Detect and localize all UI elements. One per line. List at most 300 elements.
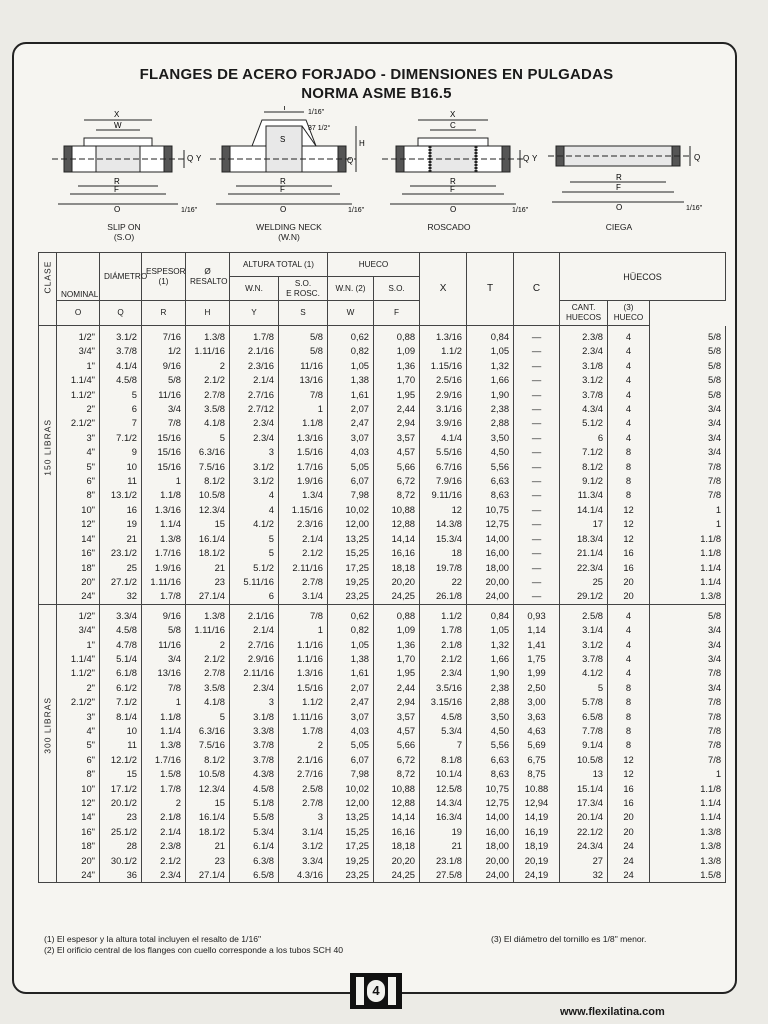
table-cell: 1.1/4 xyxy=(142,517,186,531)
table-cell: 1,95 xyxy=(374,666,420,680)
header-so-erosc: S.O. E ROSC. xyxy=(279,277,328,301)
footnote-3: (3) El diámetro del tornillo es 1/8" menor. xyxy=(491,934,647,944)
table-cell: 2.1/2 xyxy=(186,652,230,666)
table-cell: 18,00 xyxy=(467,561,514,575)
table-cell: 15.3/4 xyxy=(420,532,467,546)
table-cell: 2 xyxy=(142,796,186,810)
table-cell: 3/4 xyxy=(142,652,186,666)
table-cell: 10 xyxy=(100,460,142,474)
table-cell: 1,36 xyxy=(374,638,420,652)
header-cant-huecos: CANT. HUECOS xyxy=(560,301,608,326)
table-cell: 28 xyxy=(100,839,142,853)
table-cell: 16 xyxy=(608,561,650,575)
table-cell: 1.1/8 xyxy=(650,532,726,546)
table-row xyxy=(39,359,726,373)
table-cell: 4,50 xyxy=(467,445,514,459)
diagram-label-q: Q xyxy=(523,154,530,163)
table-cell: 32 xyxy=(100,589,142,604)
table-cell: 8 xyxy=(608,738,650,752)
table-row xyxy=(39,503,726,517)
diagram-label-q: Q xyxy=(347,156,354,165)
table-cell: 6,75 xyxy=(514,753,560,767)
table-cell: 18,00 xyxy=(467,839,514,853)
table-cell: 8.1/2 xyxy=(186,753,230,767)
table-cell: 10" xyxy=(57,782,100,796)
table-cell: 19,25 xyxy=(328,575,374,589)
table-cell: 7,98 xyxy=(328,488,374,502)
table-row xyxy=(39,344,726,358)
table-cell: 12,75 xyxy=(467,796,514,810)
table-cell: 7/8 xyxy=(650,695,726,709)
table-cell: 2.7/8 xyxy=(186,388,230,402)
table-cell: 18" xyxy=(57,839,100,853)
table-row xyxy=(39,474,726,488)
diagram-label-r: R xyxy=(114,177,120,186)
table-cell: 3.1/4 xyxy=(279,825,328,839)
table-row xyxy=(39,825,726,839)
table-cell: 1.3/16 xyxy=(279,431,328,445)
table-row xyxy=(39,666,726,680)
table-cell: 3.1/2 xyxy=(279,839,328,853)
header-letter-s: S xyxy=(279,301,328,326)
table-cell: 1/2" xyxy=(57,604,100,623)
table-cell: 1,90 xyxy=(467,666,514,680)
table-cell: 7 xyxy=(420,738,467,752)
table-cell: 23.1/2 xyxy=(100,546,142,560)
table-cell: 10,88 xyxy=(374,782,420,796)
page-frame xyxy=(12,42,737,994)
table-cell: 15,25 xyxy=(328,825,374,839)
table-cell: 4.1/4 xyxy=(420,431,467,445)
table-cell: 12" xyxy=(57,517,100,531)
table-cell: 4 xyxy=(608,652,650,666)
table-cell: 6" xyxy=(57,474,100,488)
diagram-label-angle: 37 1/2° xyxy=(308,125,331,132)
table-cell: 24" xyxy=(57,589,100,604)
table-cell: 9.11/16 xyxy=(420,488,467,502)
table-cell: 1.3/16 xyxy=(420,326,467,345)
table-cell: 25 xyxy=(100,561,142,575)
header-hueco-3: (3) HUECO xyxy=(608,301,650,326)
table-cell: 3.7/8 xyxy=(560,388,608,402)
table-cell: 1,75 xyxy=(514,652,560,666)
table-cell: 1,38 xyxy=(328,652,374,666)
table-cell: 5,05 xyxy=(328,738,374,752)
table-cell: 3/4" xyxy=(57,623,100,637)
diagram-caption-slip-on: SLIP ON (S.O) xyxy=(107,222,141,242)
table-cell: 6.7/16 xyxy=(420,460,467,474)
table-cell: 3/4 xyxy=(650,623,726,637)
table-cell: 2.1/16 xyxy=(230,344,279,358)
table-cell: 13/16 xyxy=(279,373,328,387)
table-cell: 0,88 xyxy=(374,604,420,623)
table-cell: 13 xyxy=(560,767,608,781)
table-cell: 27.1/4 xyxy=(186,868,230,883)
table-cell: 1,61 xyxy=(328,388,374,402)
table-cell: 24,25 xyxy=(374,868,420,883)
header-huecos: HÜECOS xyxy=(560,253,726,301)
table-cell: 1 xyxy=(142,695,186,709)
table-cell: 6,72 xyxy=(374,474,420,488)
diagram-label-h: H xyxy=(359,139,365,148)
table-cell: 1.1/4 xyxy=(142,724,186,738)
table-cell: 4 xyxy=(230,488,279,502)
table-row xyxy=(39,532,726,546)
table-cell: 2,38 xyxy=(467,681,514,695)
table-cell: 12 xyxy=(608,503,650,517)
table-cell: 1/2 xyxy=(142,344,186,358)
table-cell: 0,82 xyxy=(328,623,374,637)
table-cell: 3 xyxy=(279,810,328,824)
table-cell: 22.3/4 xyxy=(560,561,608,575)
table-cell: 7 xyxy=(100,416,142,430)
table-cell: 2.7/8 xyxy=(279,796,328,810)
table-cell: 6.1/4 xyxy=(230,839,279,853)
table-cell: 3.3/4 xyxy=(279,854,328,868)
table-cell: 6 xyxy=(230,589,279,604)
table-row xyxy=(39,695,726,709)
table-cell: 4.1/8 xyxy=(186,695,230,709)
table-cell: 3.1/2 xyxy=(100,326,142,345)
table-cell: — xyxy=(514,575,560,589)
table-cell: 20.1/4 xyxy=(560,810,608,824)
table-cell: 24.3/4 xyxy=(560,839,608,853)
table-cell: 24,00 xyxy=(467,589,514,604)
table-cell: 20 xyxy=(608,575,650,589)
table-cell: 11.3/4 xyxy=(560,488,608,502)
diagram-label-f: F xyxy=(114,185,119,194)
table-cell: 2.9/16 xyxy=(420,388,467,402)
table-cell: 12 xyxy=(608,767,650,781)
diagram-label-1-16-top: 1/16" xyxy=(308,109,325,116)
table-cell: 20,20 xyxy=(374,854,420,868)
header-letter-f: F xyxy=(374,301,420,326)
table-cell: 5.3/4 xyxy=(230,825,279,839)
table-cell: 1.7/16 xyxy=(279,460,328,474)
table-cell: 14,19 xyxy=(514,810,560,824)
table-cell: 12 xyxy=(608,753,650,767)
table-cell: 2.3/8 xyxy=(560,326,608,345)
table-cell: 6.3/8 xyxy=(230,854,279,868)
diagram-caption-roscado: ROSCADO xyxy=(427,222,471,232)
footer-url[interactable]: www.flexilatina.com xyxy=(560,1006,665,1018)
table-cell: 3,50 xyxy=(467,431,514,445)
table-cell: 18.3/4 xyxy=(560,532,608,546)
table-cell: 27.1/2 xyxy=(100,575,142,589)
table-cell: 17.1/2 xyxy=(100,782,142,796)
table-cell: 15/16 xyxy=(142,431,186,445)
table-cell: — xyxy=(514,488,560,502)
table-cell: 2" xyxy=(57,402,100,416)
table-cell: 1.3/16 xyxy=(279,666,328,680)
table-cell: 16" xyxy=(57,546,100,560)
table-cell: 5 xyxy=(230,546,279,560)
table-row xyxy=(39,575,726,589)
table-cell: 21 xyxy=(420,839,467,853)
diagram-label-q: Q xyxy=(694,153,701,162)
table-cell: 1 xyxy=(142,474,186,488)
table-cell: 16,00 xyxy=(467,546,514,560)
table-cell: 10" xyxy=(57,503,100,517)
table-cell: 1" xyxy=(57,638,100,652)
table-cell: 1.1/16 xyxy=(279,652,328,666)
table-cell: 16.3/4 xyxy=(420,810,467,824)
table-cell: 3.1/4 xyxy=(279,589,328,604)
table-cell: 4 xyxy=(608,604,650,623)
diagram-label-s: S xyxy=(280,135,286,144)
diagram-label-r: R xyxy=(450,177,456,186)
table-cell: 20,20 xyxy=(374,575,420,589)
page-number-badge xyxy=(350,973,402,1009)
table-cell: 6 xyxy=(100,402,142,416)
table-cell: — xyxy=(514,546,560,560)
table-cell: 8" xyxy=(57,767,100,781)
table-cell: 7.1/2 xyxy=(100,695,142,709)
table-cell: 7/8 xyxy=(650,738,726,752)
table-cell: 3/4 xyxy=(142,402,186,416)
table-cell: 1.5/8 xyxy=(650,868,726,883)
table-cell: 4 xyxy=(608,402,650,416)
table-row xyxy=(39,868,726,883)
header-clase: CLASE xyxy=(39,253,57,326)
table-cell: 5.1/2 xyxy=(560,416,608,430)
table-cell: 8 xyxy=(608,488,650,502)
table-cell: 4.5/8 xyxy=(230,782,279,796)
table-cell: 1.11/16 xyxy=(279,710,328,724)
table-cell: 2,38 xyxy=(467,402,514,416)
table-cell: 7/8 xyxy=(279,388,328,402)
class-group-label: 150 LIBRAS xyxy=(39,326,57,605)
table-cell: 1.1/2 xyxy=(420,604,467,623)
table-cell: 7,98 xyxy=(328,767,374,781)
diagram-label-1-16: 1/16" xyxy=(348,207,365,214)
table-cell: 3/4 xyxy=(650,431,726,445)
table-cell: 1.3/16 xyxy=(142,503,186,517)
table-cell: 6.5/8 xyxy=(230,868,279,883)
table-cell: 4,03 xyxy=(328,724,374,738)
table-cell: 2.3/4 xyxy=(230,416,279,430)
table-cell: 7/8 xyxy=(279,604,328,623)
table-row xyxy=(39,431,726,445)
table-cell: 10,75 xyxy=(467,503,514,517)
table-cell: 27.1/4 xyxy=(186,589,230,604)
page-title: FLANGES DE ACERO FORJADO - DIMENSIONES EN PULGADAS xyxy=(139,66,614,83)
table-cell: 14,00 xyxy=(467,532,514,546)
table-cell: 4 xyxy=(608,373,650,387)
table-cell: 1.1/8 xyxy=(142,710,186,724)
diagram-label-1-16: 1/16" xyxy=(181,207,198,214)
header-t: T xyxy=(467,253,514,326)
table-cell: 13,25 xyxy=(328,810,374,824)
table-cell: — xyxy=(514,561,560,575)
table-cell: 1,95 xyxy=(374,388,420,402)
header-letter-y: Y xyxy=(230,301,279,326)
table-cell: 4" xyxy=(57,445,100,459)
table-cell: 5.3/4 xyxy=(420,724,467,738)
table-cell: 2.1/2 xyxy=(186,373,230,387)
table-cell: 16,16 xyxy=(374,825,420,839)
table-cell: 19 xyxy=(420,825,467,839)
table-cell: 3,57 xyxy=(374,710,420,724)
table-cell: — xyxy=(514,431,560,445)
table-cell: 5.11/16 xyxy=(230,575,279,589)
table-cell: 7.1/2 xyxy=(560,445,608,459)
table-cell: 1.11/16 xyxy=(186,344,230,358)
table-cell: — xyxy=(514,474,560,488)
table-cell: 3,63 xyxy=(514,710,560,724)
table-cell: 2.5/8 xyxy=(560,604,608,623)
diagram-label-1-16: 1/16" xyxy=(686,205,703,212)
table-row xyxy=(39,604,726,623)
table-cell: 1.3/8 xyxy=(186,326,230,345)
table-cell: 3.3/8 xyxy=(230,724,279,738)
table-cell: 4 xyxy=(608,638,650,652)
table-cell: 8,63 xyxy=(467,488,514,502)
table-cell: 3,50 xyxy=(467,710,514,724)
table-cell: 23 xyxy=(186,575,230,589)
dimensions-table xyxy=(38,252,726,883)
class-group-label: 300 LIBRAS xyxy=(39,604,57,883)
table-cell: 6.3/16 xyxy=(186,724,230,738)
table-cell: 4 xyxy=(608,326,650,345)
table-cell: 3.5/8 xyxy=(186,402,230,416)
table-cell: 1.1/8 xyxy=(279,416,328,430)
table-cell: 1.3/8 xyxy=(186,604,230,623)
table-cell: 7.5/16 xyxy=(186,738,230,752)
table-cell: 2.3/4 xyxy=(230,681,279,695)
table-cell: 2.7/16 xyxy=(230,388,279,402)
table-cell: 24 xyxy=(608,854,650,868)
table-cell: 0,84 xyxy=(467,326,514,345)
table-cell: 24 xyxy=(608,868,650,883)
table-cell: 6.3/16 xyxy=(186,445,230,459)
table-cell: 9/16 xyxy=(142,604,186,623)
table-cell: 10,88 xyxy=(374,503,420,517)
table-cell: 6.1/8 xyxy=(100,666,142,680)
table-row xyxy=(39,373,726,387)
table-cell: 0,93 xyxy=(514,604,560,623)
table-cell: 2.1/4 xyxy=(142,825,186,839)
table-cell: 18.1/2 xyxy=(186,825,230,839)
table-cell: 2.1/2 xyxy=(420,652,467,666)
table-cell: 1.1/4 xyxy=(650,796,726,810)
table-cell: 20,19 xyxy=(514,854,560,868)
table-cell: 1,32 xyxy=(467,638,514,652)
footnote-1: (1) El espesor y la altura total incluyen el resalto de 1/16" xyxy=(44,934,262,944)
table-cell: 2.1/2" xyxy=(57,416,100,430)
table-cell: 3/4 xyxy=(650,681,726,695)
table-cell: 2,50 xyxy=(514,681,560,695)
table-cell: 10.1/4 xyxy=(420,767,467,781)
table-cell: 2.5/16 xyxy=(420,373,467,387)
table-cell: 7/8 xyxy=(650,474,726,488)
table-cell: 5.5/16 xyxy=(420,445,467,459)
header-x: X xyxy=(420,253,467,326)
table-cell: 5,05 xyxy=(328,460,374,474)
table-cell: 16,00 xyxy=(467,825,514,839)
table-cell: 5,66 xyxy=(374,460,420,474)
table-cell: 1.7/8 xyxy=(142,782,186,796)
table-cell: 1" xyxy=(57,359,100,373)
table-cell: 5/8 xyxy=(650,388,726,402)
table-cell: 14.3/4 xyxy=(420,796,467,810)
table-cell: 22 xyxy=(420,575,467,589)
table-cell: 9.1/4 xyxy=(560,738,608,752)
table-cell: 12.1/2 xyxy=(100,753,142,767)
table-cell: 4.5/8 xyxy=(420,710,467,724)
table-cell: 21 xyxy=(100,532,142,546)
table-cell: 11 xyxy=(100,474,142,488)
table-cell: 1,70 xyxy=(374,373,420,387)
diagram-label-w: W xyxy=(114,121,122,130)
table-cell: 19.7/8 xyxy=(420,561,467,575)
table-cell: 1.7/8 xyxy=(230,326,279,345)
table-cell: 3.1/16 xyxy=(420,402,467,416)
table-cell: 5,56 xyxy=(467,460,514,474)
table-cell: — xyxy=(514,589,560,604)
table-cell: 5,69 xyxy=(514,738,560,752)
table-cell: — xyxy=(514,460,560,474)
table-cell: 16 xyxy=(608,546,650,560)
table-cell: 1,05 xyxy=(467,623,514,637)
diagram-label-1-16: 1/16" xyxy=(512,207,529,214)
table-cell: 6.5/8 xyxy=(560,710,608,724)
table-cell: 3" xyxy=(57,710,100,724)
table-cell: 1.3/4 xyxy=(279,488,328,502)
table-cell: 3.7/8 xyxy=(100,344,142,358)
table-cell: 4.3/8 xyxy=(230,767,279,781)
table-cell: 4 xyxy=(608,388,650,402)
table-cell: 5,66 xyxy=(374,738,420,752)
table-cell: 9/16 xyxy=(142,359,186,373)
table-cell: 8 xyxy=(608,474,650,488)
table-cell: 2.11/16 xyxy=(230,666,279,680)
table-cell: 4 xyxy=(230,503,279,517)
table-cell: 23,25 xyxy=(328,589,374,604)
header-espesor: ESPESOR (1) xyxy=(142,253,186,301)
table-cell: 15 xyxy=(186,796,230,810)
table-cell: 3/4 xyxy=(650,638,726,652)
table-cell: 5/8 xyxy=(650,373,726,387)
diagram-label-r: R xyxy=(616,173,622,182)
table-cell: 1.1/2 xyxy=(279,695,328,709)
page-number: 4 xyxy=(367,980,385,1002)
table-cell: 1.7/8 xyxy=(142,589,186,604)
table-cell: 20" xyxy=(57,575,100,589)
table-cell: 2 xyxy=(186,638,230,652)
table-cell: 2.7/12 xyxy=(230,402,279,416)
table-cell: 24,25 xyxy=(374,589,420,604)
table-cell: 23 xyxy=(100,810,142,824)
badge-bar-right xyxy=(388,977,396,1005)
badge-bar-left xyxy=(356,977,364,1005)
diagram-label-q: Q xyxy=(187,154,194,163)
table-cell: 2.1/8 xyxy=(142,810,186,824)
table-cell: 14.3/8 xyxy=(420,517,467,531)
table-row xyxy=(39,681,726,695)
table-cell: 1.7/8 xyxy=(420,623,467,637)
table-cell: 27 xyxy=(560,854,608,868)
table-cell: 6,07 xyxy=(328,753,374,767)
header-c: C xyxy=(514,253,560,326)
table-cell: 14" xyxy=(57,810,100,824)
table-cell: 7/8 xyxy=(650,666,726,680)
table-cell: 6 xyxy=(560,431,608,445)
table-cell: 1.15/16 xyxy=(279,503,328,517)
table-cell: 5" xyxy=(57,738,100,752)
table-cell: 5/8 xyxy=(279,344,328,358)
table-cell: 1,36 xyxy=(374,359,420,373)
